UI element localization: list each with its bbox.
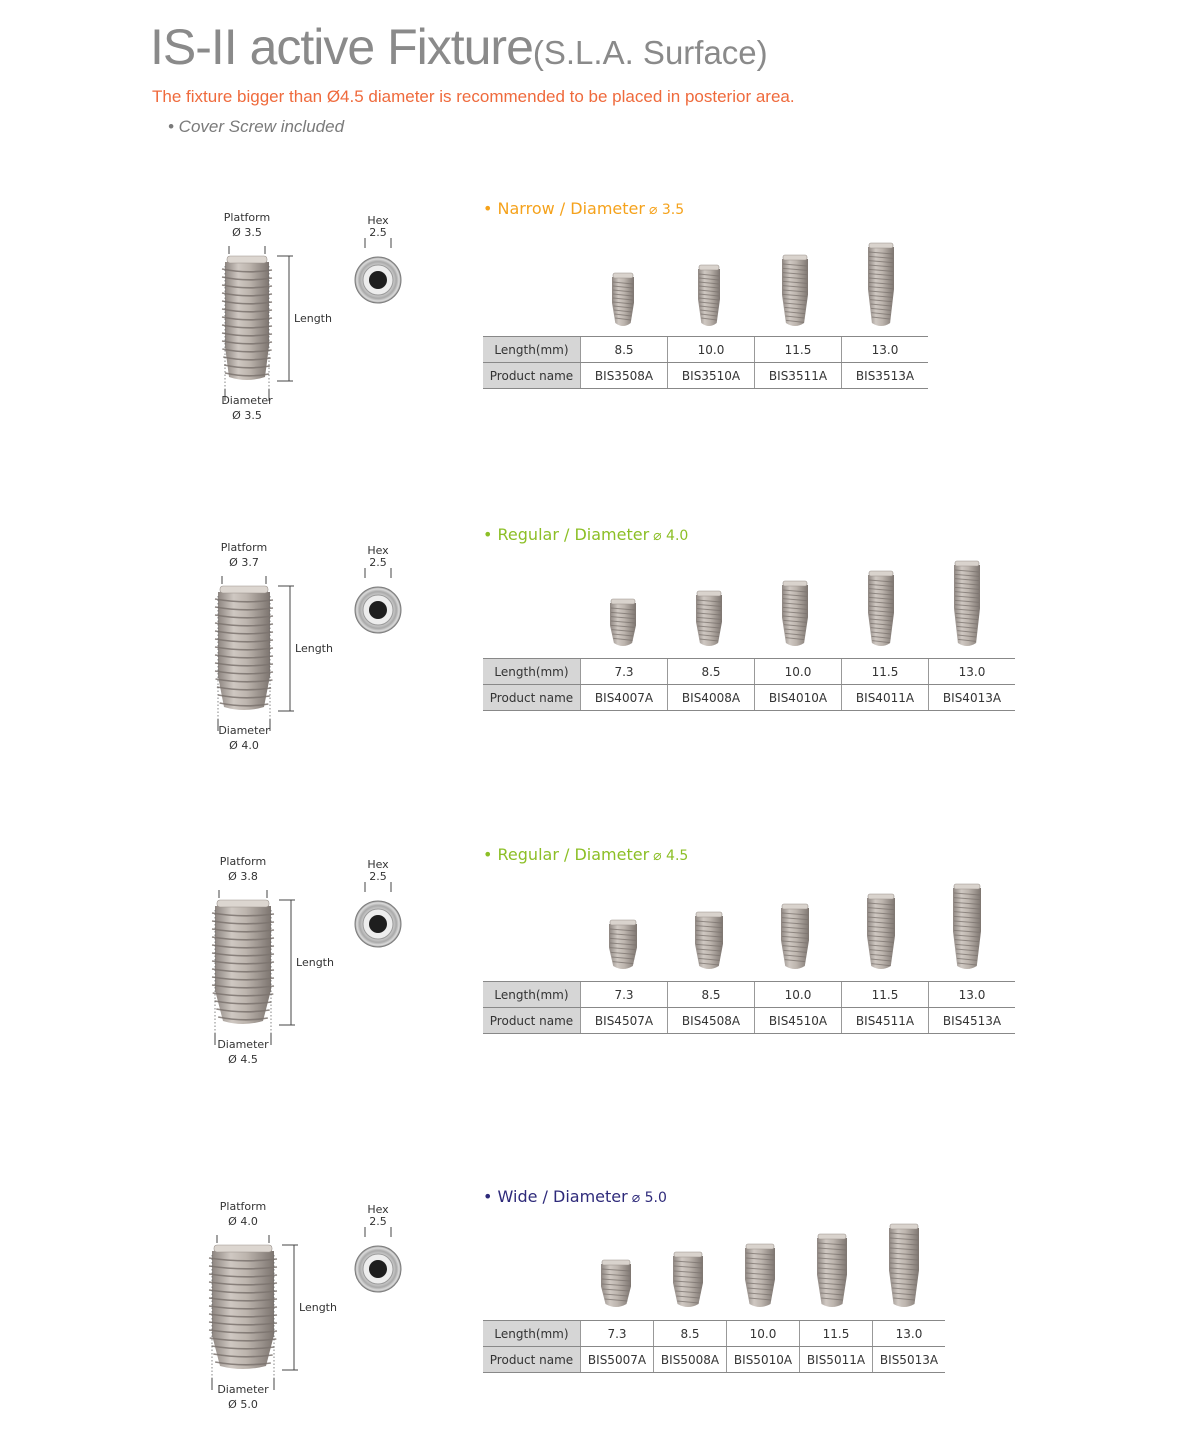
product-cell: BIS4511A [842,1008,929,1034]
fixture-section-regular-4-5 [0,838,1200,1098]
product-row [483,685,1015,711]
length-row [483,659,1015,685]
length-cell: 10.0 [755,659,842,685]
section-title-diameter: ⌀ 4.0 [653,528,689,544]
implant-lineup [0,1183,1200,1323]
platform-label: Platform [219,1200,267,1213]
implant-image [868,571,894,646]
product-cell: BIS5008A [654,1347,727,1373]
product-cell: BIS3511A [755,363,842,389]
row-header: Product name [483,685,581,711]
length-cell: 7.3 [581,659,668,685]
implant-image [745,1244,775,1307]
length-row [483,1321,945,1347]
product-cell: BIS4513A [929,1008,1016,1034]
length-label: Length [295,641,333,655]
implant-image [867,894,895,969]
hex-value: 2.5 [369,556,387,569]
diameter-label: Diameter [217,1383,269,1396]
product-cell: BIS4510A [755,1008,842,1034]
product-cell: BIS3513A [842,363,929,389]
row-header: Length(mm) [483,982,581,1008]
product-cell: BIS5010A [727,1347,800,1373]
section-title-diameter: ⌀ 5.0 [631,1190,667,1206]
implant-lineup [0,190,1200,340]
implant-image [695,912,723,969]
spec-table [483,981,1015,1034]
implant-image [609,920,637,969]
implant-image [817,1234,847,1307]
implant-image [781,904,809,969]
cover-screw-note: • Cover Screw included [168,117,345,136]
length-cell: 8.5 [668,982,755,1008]
implant-image [696,591,722,646]
product-cell: BIS5013A [873,1347,946,1373]
section-title-text: • Wide / Diameter [483,1187,628,1206]
page-title [150,18,768,76]
platform-label: Platform [220,541,268,554]
hex-label: Hex [367,214,389,227]
platform-value: Ø 3.8 [228,870,258,883]
product-row [483,1347,945,1373]
length-cell: 11.5 [800,1321,873,1347]
length-cell: 13.0 [929,982,1016,1008]
diameter-label: Diameter [217,1038,269,1051]
length-cell: 10.0 [668,337,755,363]
length-cell: 13.0 [873,1321,946,1347]
section-title-text: • Regular / Diameter [483,525,650,544]
diameter-value: Ø 3.5 [232,409,262,422]
implant-image [954,561,980,646]
implant-image [601,1260,631,1307]
diameter-value: Ø 5.0 [228,1398,258,1411]
diameter-value: Ø 4.5 [228,1053,258,1066]
length-cell: 8.5 [654,1321,727,1347]
implant-image [782,255,808,326]
product-cell: BIS5007A [581,1347,654,1373]
row-header: Product name [483,1008,581,1034]
product-cell: BIS5011A [800,1347,873,1373]
implant-image [612,273,634,326]
diameter-label: Diameter [218,724,270,737]
length-cell: 8.5 [668,659,755,685]
implant-image [889,1224,919,1307]
length-cell: 13.0 [929,659,1016,685]
product-cell: BIS4011A [842,685,929,711]
row-header: Product name [483,363,581,389]
length-cell: 7.3 [581,1321,654,1347]
implant-image [868,243,894,326]
section-title-text: • Narrow / Diameter [483,199,645,218]
hex-value: 2.5 [369,226,387,239]
product-cell: BIS4007A [581,685,668,711]
platform-value: Ø 4.0 [228,1215,258,1228]
spec-table [483,336,928,389]
hex-value: 2.5 [369,1215,387,1228]
row-header: Product name [483,1347,581,1373]
platform-value: Ø 3.5 [232,226,262,239]
implant-image [610,599,636,646]
diameter-value: Ø 4.0 [229,739,259,752]
section-title-text: • Regular / Diameter [483,845,650,864]
implant-image [698,265,720,326]
fixture-section-narrow-3-5 [0,190,1200,450]
length-cell: 7.3 [581,982,668,1008]
row-header: Length(mm) [483,659,581,685]
row-header: Length(mm) [483,337,581,363]
diameter-label: Diameter [221,394,273,407]
product-cell: BIS4013A [929,685,1016,711]
product-row [483,363,928,389]
length-cell: 13.0 [842,337,929,363]
implant-lineup [0,520,1200,660]
title-main: IS-II active Fixture [150,19,533,75]
platform-value: Ø 3.7 [229,556,259,569]
section-title-diameter: ⌀ 3.5 [648,202,685,218]
length-label: Length [299,1300,337,1314]
implant-image [673,1252,703,1307]
length-cell: 11.5 [842,982,929,1008]
hex-value: 2.5 [369,870,387,883]
length-label: Length [296,955,334,969]
spec-table [483,1320,945,1373]
product-row [483,1008,1015,1034]
implant-image [953,884,981,969]
row-header: Length(mm) [483,1321,581,1347]
product-cell: BIS4010A [755,685,842,711]
product-cell: BIS3508A [581,363,668,389]
hex-label: Hex [367,858,389,871]
length-row [483,982,1015,1008]
length-cell: 11.5 [755,337,842,363]
length-cell: 8.5 [581,337,668,363]
product-cell: BIS4507A [581,1008,668,1034]
hex-label: Hex [367,544,389,557]
hex-label: Hex [367,1203,389,1216]
spec-table [483,658,1015,711]
implant-lineup [0,838,1200,983]
length-cell: 10.0 [755,982,842,1008]
length-cell: 11.5 [842,659,929,685]
placement-warning: The fixture bigger than Ø4.5 diameter is recommended to be placed in posterior area. [152,87,795,106]
platform-label: Platform [219,855,267,868]
length-label: Length [294,311,332,325]
product-cell: BIS3510A [668,363,755,389]
fixture-section-wide-5-0 [0,1183,1200,1443]
length-cell: 10.0 [727,1321,800,1347]
title-sub: (S.L.A. Surface) [532,34,768,71]
section-title-diameter: ⌀ 4.5 [653,848,689,864]
product-cell: BIS4508A [668,1008,755,1034]
product-cell: BIS4008A [668,685,755,711]
length-row [483,337,928,363]
implant-image [782,581,808,646]
platform-label: Platform [223,211,271,224]
fixture-section-regular-4-0 [0,520,1200,780]
